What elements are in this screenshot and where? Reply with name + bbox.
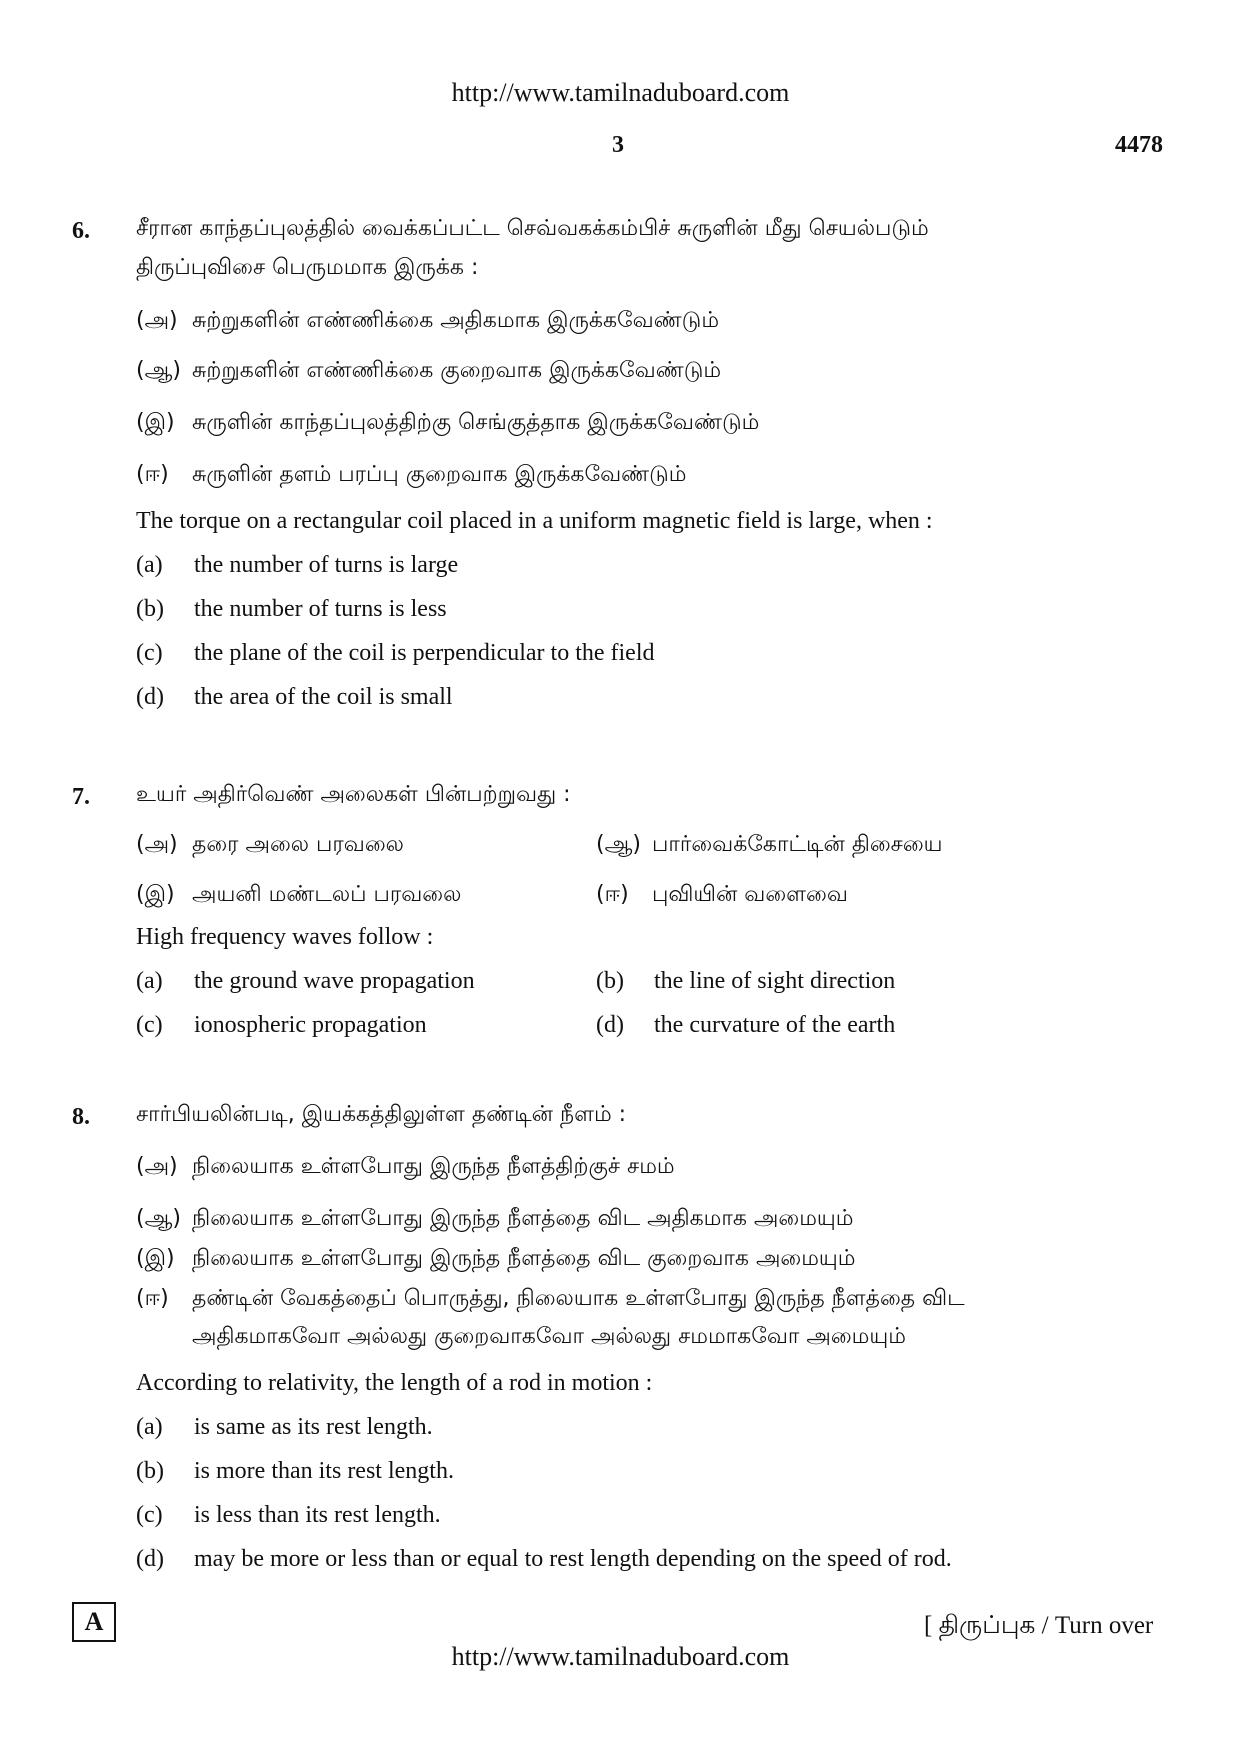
q8-english-option: [136, 1414, 433, 1441]
option-text: is same as its rest length.: [194, 1414, 433, 1440]
option-text: சுருளின் காந்தப்புலத்திற்கு செங்குத்தாக இருக்கவேண்டும்: [192, 410, 760, 435]
option-marker: (ஈ): [596, 882, 629, 907]
option-text: the area of the coil is small: [194, 684, 453, 710]
q7-tamil-stem: உயர் அதிர்வெண் அலைகள் பின்பற்றுவது :: [136, 782, 571, 807]
question-7-number: 7.: [72, 784, 90, 810]
q8-tamil-stem: சார்பியலின்படி, இயக்கத்திலுள்ள தண்டின் நீளம் :: [136, 1102, 627, 1127]
q8-tamil-option-d-continuation: அதிகமாகவோ அல்லது குறைவாகவோ அல்லது சமமாகவோ அமையும்: [192, 1324, 906, 1349]
option-text: the number of turns is less: [194, 596, 447, 622]
q6-tamil-option: [136, 308, 719, 336]
option-text: the plane of the coil is perpendicular to the field: [194, 640, 655, 666]
option-marker: (a): [136, 968, 163, 994]
option-text: தரை அலை பரவலை: [192, 832, 404, 857]
option-marker: (b): [136, 1458, 164, 1484]
option-marker: (அ): [136, 1154, 178, 1179]
q6-english-option: [136, 640, 655, 667]
q6-english-option: [136, 684, 453, 711]
option-marker: (d): [596, 1012, 624, 1038]
booklet-type-box: A: [72, 1602, 116, 1642]
q6-english-stem: The torque on a rectangular coil placed in a uniform magnetic field is large, when :: [136, 508, 933, 534]
option-text: the ground wave propagation: [194, 968, 475, 994]
option-marker: (a): [136, 1414, 163, 1440]
q8-english-option: [136, 1546, 952, 1573]
option-text: the number of turns is large: [194, 552, 459, 578]
option-text: the curvature of the earth: [654, 1012, 896, 1038]
option-text: நிலையாக உள்ளபோது இருந்த நீளத்தை விட அதிகமாக அமையும்: [192, 1206, 854, 1231]
q7-english-option: [596, 968, 895, 995]
option-text: அயனி மண்டலப் பரவலை: [192, 882, 462, 907]
option-marker: (ஈ): [136, 462, 169, 487]
q6-english-option: [136, 552, 458, 579]
option-text: சுற்றுகளின் எண்ணிக்கை அதிகமாக இருக்கவேண்டும்: [192, 308, 720, 333]
q6-english-option: [136, 596, 447, 623]
q7-tamil-option: [596, 882, 848, 910]
option-marker: (ஆ): [136, 358, 181, 383]
option-marker: (ஆ): [596, 832, 641, 857]
q7-tamil-option: [596, 832, 943, 860]
footer-url[interactable]: http://www.tamilnaduboard.com: [451, 1642, 790, 1671]
option-marker: (அ): [136, 832, 178, 857]
option-marker: (d): [136, 1546, 164, 1572]
option-marker: (ஆ): [136, 1206, 181, 1231]
option-text: நிலையாக உள்ளபோது இருந்த நீளத்தை விட குறைவாக அமையும்: [192, 1246, 856, 1271]
option-text: ionospheric propagation: [194, 1012, 427, 1038]
option-text: is more than its rest length.: [194, 1458, 454, 1484]
option-text: சுற்றுகளின் எண்ணிக்கை குறைவாக இருக்கவேண்டும்: [192, 358, 722, 383]
question-8-number: 8.: [72, 1104, 90, 1130]
option-marker: (இ): [136, 1246, 175, 1271]
question-6-number: 6.: [72, 218, 90, 244]
q8-english-stem: According to relativity, the length of a rod in motion :: [136, 1370, 653, 1396]
option-marker: (இ): [136, 410, 175, 435]
q6-tamil-stem-line2: திருப்புவிசை பெருமமாக இருக்க :: [136, 255, 479, 280]
q7-english-option: [596, 1012, 895, 1039]
option-marker: (c): [136, 640, 163, 666]
option-marker: (அ): [136, 308, 178, 333]
option-text: may be more or less than or equal to rest length depending on the speed of rod.: [194, 1546, 952, 1572]
q8-english-option: [136, 1458, 454, 1485]
q8-tamil-option: [136, 1286, 965, 1314]
q6-tamil-option: [136, 410, 759, 438]
page-number: 3: [612, 132, 624, 158]
q7-english-option: [136, 968, 475, 995]
option-marker: (இ): [136, 882, 175, 907]
header-url[interactable]: http://www.tamilnaduboard.com: [451, 78, 790, 107]
option-text: சுருளின் தளம் பரப்பு குறைவாக இருக்கவேண்டும்: [192, 462, 687, 487]
option-marker: (b): [136, 596, 164, 622]
option-text: நிலையாக உள்ளபோது இருந்த நீளத்திற்குச் சமம்: [192, 1154, 675, 1179]
option-marker: (ஈ): [136, 1286, 169, 1311]
q8-tamil-option: [136, 1154, 675, 1182]
q7-tamil-option: [136, 882, 461, 910]
option-marker: (c): [136, 1012, 163, 1038]
option-marker: (c): [136, 1502, 163, 1528]
turn-over-label: [ திருப்புக / Turn over: [924, 1612, 1154, 1639]
q8-tamil-option: [136, 1246, 855, 1274]
q7-tamil-option: [136, 832, 404, 860]
q6-tamil-stem-line1: சீரான காந்தப்புலத்தில் வைக்கப்பட்ட செவ்வகக்கம்பிச் சுருளின் மீது செயல்படும்: [136, 216, 929, 241]
option-text: தண்டின் வேகத்தைப் பொருத்து, நிலையாக உள்ளபோது இருந்த நீளத்தை விட: [192, 1286, 965, 1311]
option-marker: (d): [136, 684, 164, 710]
option-text: the line of sight direction: [654, 968, 896, 994]
q8-tamil-option: [136, 1206, 853, 1234]
option-text: புவியின் வளைவை: [652, 882, 848, 907]
option-text: பார்வைக்கோட்டின் திசையை: [652, 832, 943, 857]
q6-tamil-option: [136, 358, 721, 386]
q7-english-option: [136, 1012, 427, 1039]
paper-code: 4478: [1115, 132, 1163, 158]
option-marker: (a): [136, 552, 163, 578]
option-marker: (b): [596, 968, 624, 994]
option-text: is less than its rest length.: [194, 1502, 441, 1528]
q8-english-option: [136, 1502, 441, 1529]
q7-english-stem: High frequency waves follow :: [136, 924, 434, 950]
q6-tamil-option: [136, 462, 687, 490]
